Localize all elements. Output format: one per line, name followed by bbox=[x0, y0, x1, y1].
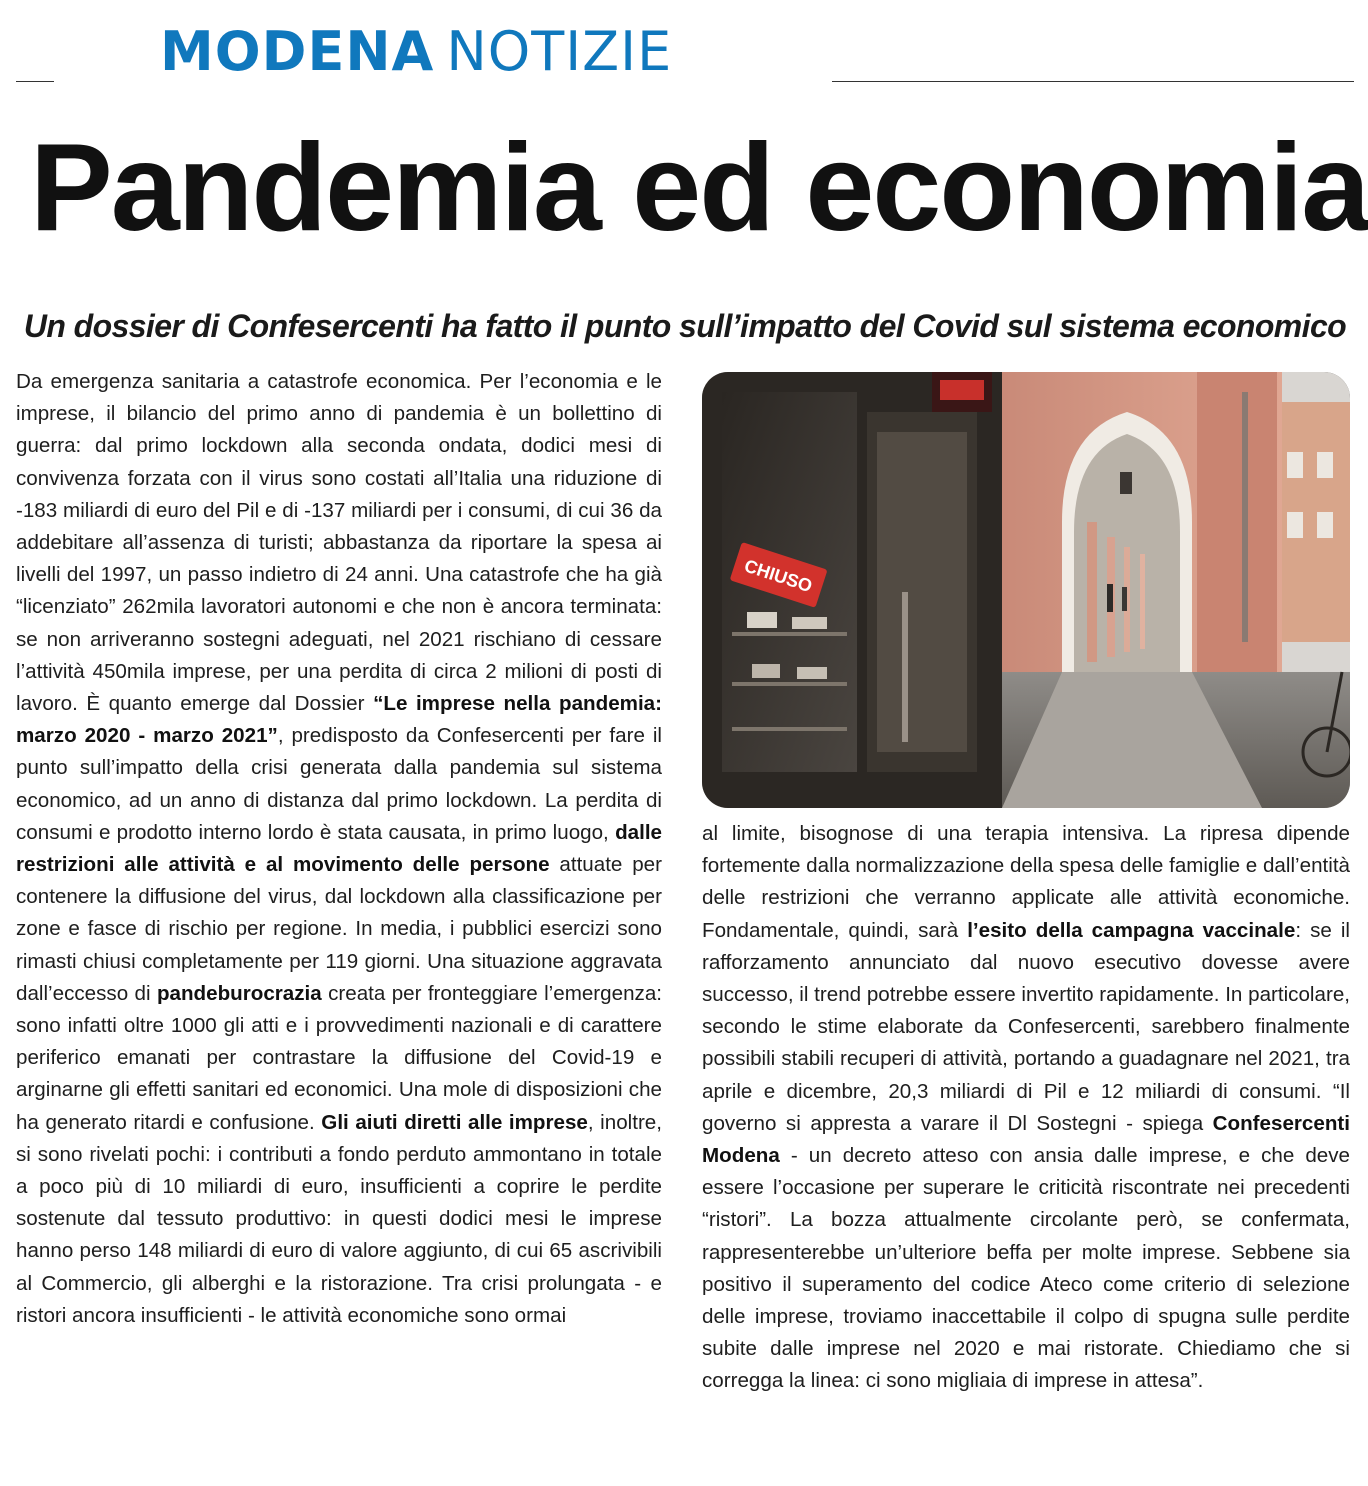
emphasis-confesercenti-modena: Confesercenti Modena bbox=[702, 1111, 1350, 1168]
dossier-title: “Le imprese nella pandemia: marzo 2020 - marzo 2021” bbox=[16, 692, 662, 748]
text-run: al limite, bisognose di una terapia intensiva. La ripresa dipende fortemente dalla normalizzazione della spesa delle famiglie e dall’entità delle restrizioni che verranno applicate alle attività economiche. Fondamentale, quindi, sarà bbox=[702, 822, 1350, 942]
emphasis-campagna-vaccinale: l’esito della campagna vaccinale bbox=[967, 918, 1296, 942]
emphasis-pandeburocrazia: pandeburocrazia bbox=[156, 981, 322, 1005]
photo-sign-text: CHIUSO bbox=[741, 555, 815, 597]
article-paragraph-left bbox=[16, 366, 662, 1332]
text-run: , predisposto da Confesercenti per fare il punto sull’impatto della crisi generata dalla pandemia sul sistema economico, ad un anno di distanza dal primo lockdown. La perdita di consumi e prodotto interno lordo è stata causata, in primo luogo, bbox=[16, 724, 662, 844]
storefront-arcade-photo bbox=[702, 372, 1350, 808]
text-run: Da emergenza sanitaria a catastrofe economica. Per l’economia e le imprese, il bilancio del primo anno di pandemia è un bollettino di guerra: dal primo lockdown alla seconda ondata, dodici mesi di convivenza forzata con il virus sono costati all’Italia una riduzione di -183 miliardi di euro del Pil e di -137 miliardi per i consumi, di cui 36 da addebitare all’assenza di turisti; abbastanza da riportare la spesa ai livelli del 1997, un passo indietro di 24 anni. Una catastrofe che ha già “licenziato” 262mila lavoratori autonomi e che non è ancora terminata: se non arriveranno sostegni adeguati, nel 2021 rischiano di cessare l’attività 450mila imprese, per una perdita di circa 2 milioni di posti di lavoro. È quanto emerge dal Dossier bbox=[16, 370, 662, 716]
article-column-right bbox=[702, 818, 1350, 1398]
masthead-rule-left bbox=[16, 81, 54, 82]
masthead-brand-light: NOTIZIE bbox=[446, 20, 673, 83]
article-subheadline: Un dossier di Confesercenti ha fatto il punto sull’impatto del Covid sul sistema economico bbox=[23, 308, 1347, 344]
masthead-brand-strong: MODENA bbox=[160, 20, 435, 83]
text-run: - un decreto atteso con ansia dalle imprese, e che deve essere l’occasione per superare le criticità riscontrate nei precedenti “ristori”. La bozza attualmente circolante però, se confermata, rappresenterebbe un’ulteriore beffa per molte imprese. Sebbene sia positivo il superamento del codice Ateco come criterio di selezione delle imprese, troviamo inaccettabile il colpo di spugna sulle perdite subite dalle imprese nel 2020 e mai ristorate. Chiediamo che si corregga la linea: ci sono migliaia di imprese in attesa”. bbox=[702, 1144, 1350, 1393]
text-run: creata per fronteggiare l’emergenza: sono infatti oltre 1000 gli atti e i provvedimenti nazionali e di carattere periferico emanati per contrastare la diffusione del Covid-19 e arginarne gli effetti sanitari ed economici. Una mole di disposizioni che ha generato ritardi e confusione. bbox=[16, 981, 662, 1134]
masthead-logo bbox=[160, 20, 672, 84]
text-run: attuate per contenere la diffusione del virus, dal lockdown alla classificazione per zone e fasce di rischio per regione. In media, i pubblici esercizi sono rimasti chiusi completamente per 119 giorni. Una situazione aggravata dall’eccesso di bbox=[16, 853, 662, 1005]
text-run: , inoltre, si sono rivelati pochi: i contributi a fondo perduto ammontano in totale a poco più di 10 miliardi di euro, insufficienti a coprire le perdite sostenute dal tessuto produttivo: in questi dodici mesi le imprese hanno perso 148 miliardi di euro di valore aggiunto, di cui 65 ascrivibili al Commercio, gli alberghi e la ristorazione. Tra crisi prolungata - e ristori ancora insufficienti - le attività economiche sono ormai bbox=[16, 1110, 662, 1327]
article-headline: Pandemia ed economia bbox=[30, 119, 1368, 257]
text-run: : se il rafforzamento annunciato dal nuovo esecutivo dovesse avere successo, il trend potrebbe essere invertito rapidamente. In particolare, secondo le stime elaborate da Confesercenti, sarebbero finalmente possibili stabili recuperi di attività, portando a guadagnare nel 2021, tra aprile e dicembre, 20,3 miliardi di Pil e 12 miliardi di consumi. “Il governo si appresta a varare il Dl Sostegni - spiega bbox=[702, 918, 1350, 1135]
emphasis-aiuti-diretti: Gli aiuti diretti alle imprese bbox=[321, 1110, 588, 1134]
masthead-rule-right bbox=[832, 81, 1354, 82]
article-paragraph-right bbox=[702, 818, 1350, 1398]
article-column-left bbox=[16, 366, 662, 1332]
emphasis-restrictions: dalle restrizioni alle attività e al movimento delle persone bbox=[16, 820, 662, 877]
